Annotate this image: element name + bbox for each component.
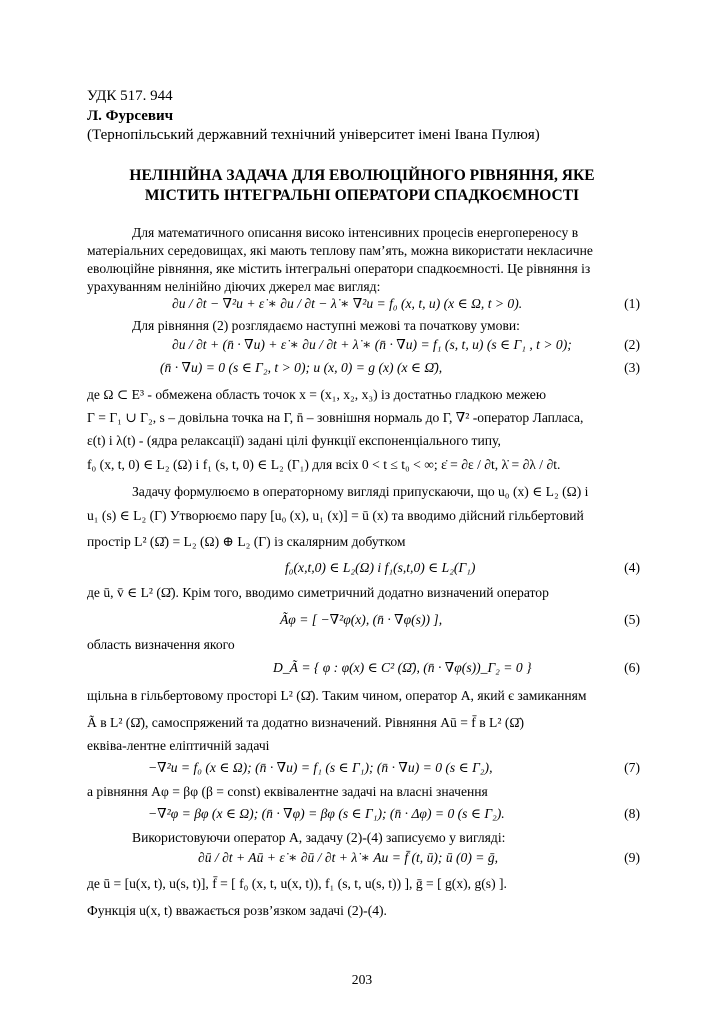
author-affiliation: (Тернопільський державний технічний університет імені Івана Пулюя) [87, 127, 540, 143]
paragraph-3-line-3: простір L² (Ω̄) = L₂ (Ω) ⊕ L₂ (Γ) із скалярним добутком [87, 534, 406, 549]
equation-4-number: (4) [624, 560, 640, 575]
equation-2-number: (2) [624, 337, 640, 352]
equation-1-number: (1) [624, 296, 640, 311]
equation-3-number: (3) [624, 360, 640, 375]
equation-2: ∂u / ∂t + (n̄ · ∇u) + ε̇ ∗ ∂u / ∂t + λ̇ ∗ (n̄ · ∇u) = f₁ (s, t, u) (s ∈ Γ₁ , t > 0); [172, 337, 572, 352]
paragraph-4: де ū, v̄ ∈ L² (Ω̄). Крім того, вводимо симетричний додатно визначений оператор [87, 585, 549, 600]
equation-8: −∇²φ = βφ (x ∈ Ω); (n̄ · ∇φ) = βφ (s ∈ Γ₁); (n̄ · Δφ) = 0 (s ∈ Γ₂). [148, 806, 505, 821]
equation-4: f₀(x,t,0) ∈ L₂(Ω) і f₁(s,t,0) ∈ L₂(Γ₁) [285, 560, 476, 575]
equation-5: Ãφ = [ −∇²φ(x), (n̄ · ∇φ(s)) ], [280, 612, 443, 627]
paragraph-6-line-1: щільна в гільбертовому просторі L² (Ω̄). Таким чином, оператор А, який є замиканням [87, 688, 587, 703]
paper-title-line-1: НЕЛІНІЙНА ЗАДАЧА ДЛЯ ЕВОЛЮЦІЙНОГО РІВНЯННЯ, ЯКЕ [129, 167, 595, 184]
paragraph-2: Для рівняння (2) розглядаємо наступні межові та початкову умови: [132, 318, 520, 333]
equation-9-number: (9) [624, 850, 640, 865]
equation-7-number: (7) [624, 760, 640, 775]
paragraph-8: Використовуючи оператор А, задачу (2)-(4) записуємо у вигляді: [132, 830, 506, 845]
paragraph-6-line-2: Ã в L² (Ω̄), самоспряжений та додатно визначений. Рівняння Aū = f̄ в L² (Ω̄) [87, 715, 524, 730]
page-number: 203 [351, 972, 373, 987]
definitions-line-1: де Ω ⊂ E³ - обмежена область точок x = (x₁, x₂, x₃) із достатньо гладкою межею [87, 387, 546, 402]
paragraph-6-line-3: еквіва-лентне еліптичній задачі [87, 738, 270, 753]
paragraph-1-line-1: Для математичного описання високо інтенсивних процесів енергопереносу в [132, 225, 579, 240]
paragraph-3-line-2: u₁ (s) ∈ L₂ (Γ) Утворюємо пару [u₀ (x), u₁ (x)] = ū (x) та вводимо дійсний гільбертовий [87, 508, 584, 523]
paragraph-10: Функція u(x, t) вважається розв’язком задачі (2)-(4). [87, 903, 387, 918]
equation-6: D_Ã = { φ : φ(x) ∈ C² (Ω̄), (n̄ · ∇φ(s))_Γ₂ = 0 } [273, 660, 532, 675]
paragraph-1-line-4: урахуванням нелінійно діючих джерел має вигляд: [87, 279, 381, 294]
equation-1: ∂u / ∂t − ∇²u + ε̇ ∗ ∂u / ∂t − λ̇ ∗ ∇²u = f₀ (x, t, u) (x ∈ Ω, t > 0). [172, 296, 523, 311]
paragraph-1-line-2: матеріальних середовищах, які мають теплову пам’ять, можна використати некласичне [87, 243, 593, 258]
equation-3: (n̄ · ∇u) = 0 (s ∈ Γ₂, t > 0); u (x, 0) = g (x) (x ∈ Ω̄), [160, 360, 443, 375]
definitions-line-2: Γ = Γ₁ ∪ Γ₂, s – довільна точка на Γ, n̄ – зовнішня нормаль до Γ, ∇² -оператор Лапласа, [87, 410, 584, 425]
definitions-line-4: f₀ (x, t, 0) ∈ L₂ (Ω) і f₁ (s, t, 0) ∈ L₂ (Γ₁) для всіх 0 < t ≤ t₀ < ∞; ε̇ = ∂ε / ∂t, λ̇ = ∂λ / ∂t. [87, 457, 561, 472]
paragraph-3-line-1: Задачу формулюємо в операторному вигляді припускаючи, що u₀ (x) ∈ L₂ (Ω) і [132, 484, 589, 499]
equation-8-number: (8) [624, 806, 640, 821]
equation-9: ∂ū / ∂t + Aū + ε̇ ∗ ∂ū / ∂t + λ̇ ∗ Au = f̄ (t, ū); ū (0) = ḡ, [198, 850, 499, 865]
paragraph-9: де ū = [u(x, t), u(s, t)], f̄ = [ f₀ (x, t, u(x, t)), f₁ (s, t, u(s, t)) ], ḡ = [ g(x), g(s) ]. [87, 876, 507, 891]
paper-title-line-2: МІСТИТЬ ІНТЕГРАЛЬНІ ОПЕРАТОРИ СПАДКОЄМНОСТІ [144, 187, 580, 204]
equation-5-number: (5) [624, 612, 640, 627]
paragraph-5: область визначення якого [87, 637, 235, 652]
paragraph-1-line-3: еволюційне рівняння, яке містить інтегральні оператори спадкоємності. Це рівняння із [87, 261, 591, 276]
udk-code: УДК 517. 944 [87, 88, 173, 104]
author-name: Л. Фурсевич [87, 108, 174, 124]
equation-7: −∇²u = f₀ (x ∈ Ω); (n̄ · ∇u) = f₁ (s ∈ Γ₁); (n̄ · ∇u) = 0 (s ∈ Γ₂), [148, 760, 493, 775]
definitions-line-3: ε(t) і λ(t) - (ядра релаксації) задані цілі функції експоненціального типу, [87, 433, 501, 448]
paragraph-7: а рівняння Aφ = βφ (β = const) еквівалентне задачі на власні значення [87, 784, 488, 799]
equation-6-number: (6) [624, 660, 640, 675]
